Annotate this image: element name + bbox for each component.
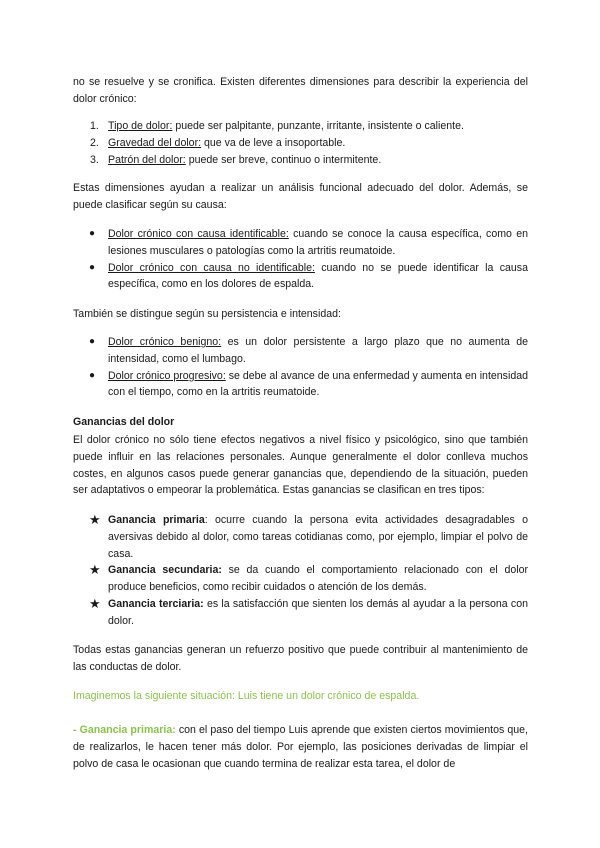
gains-paragraph: El dolor crónico no sólo tiene efectos negativos a nivel físico y psicológico, sino que también puede influir en las relaciones personales. Aunque generalmente el dolor conlleva muchos costes, en algunos casos puede generar ganancias que, dependiendo de la situación, pueden ser adaptativos o empeorar la problemática. Estas ganancias se clasifican en tres tipos: xyxy=(73,434,528,497)
list-term: Gravedad del dolor: xyxy=(108,136,202,149)
list-desc: es la satisfacción que sienten los demás al ayudar a la persona con dolor. xyxy=(108,597,529,627)
example-title: Imaginemos la siguiente situación: Luis tiene un dolor crónico de espalda. xyxy=(73,690,420,702)
causes-list xyxy=(73,226,528,293)
star-icon: ★ xyxy=(89,562,101,578)
list-number: 1. xyxy=(90,120,99,132)
intro-paragraph: no se resuelve y se cronifica. Existen diferentes dimensiones para describir la experiencia del dolor crónico: xyxy=(73,76,528,105)
list-item xyxy=(73,135,528,152)
example-lead: - Ganancia primaria: xyxy=(73,724,176,736)
list-desc: puede ser breve, continuo o intermitente. xyxy=(185,153,382,166)
list-term: Dolor crónico con causa no identificable: xyxy=(108,261,315,274)
list-item xyxy=(73,118,528,135)
reinforcement-paragraph: Todas estas ganancias generan un refuerzo positivo que puede contribuir al mantenimiento de las conductas de dolor. xyxy=(73,644,528,673)
star-icon: ★ xyxy=(89,512,101,527)
example-text: con el paso del tiempo Luis aprende que existen ciertos movimientos que, de realizarlos, le hacen tener más dolor. Por ejemplo, las posiciones derivadas de limpiar el polvo de casa le ocasionan que cuando termina de realizar esta tarea, el dolor de xyxy=(73,724,528,770)
list-term: Dolor crónico progresivo: xyxy=(108,369,226,382)
list-number: 2. xyxy=(90,136,99,149)
list-term: Dolor crónico con causa identificable: xyxy=(108,228,289,240)
list-item xyxy=(73,152,528,169)
list-desc: cuando no se puede identificar la causa específica, como en los dolores de espalda. xyxy=(108,261,528,291)
list-item xyxy=(73,368,528,402)
list-number: 3. xyxy=(90,153,99,166)
example-paragraph xyxy=(73,722,528,772)
list-desc: : ocurre cuando la persona evita actividades desagradables o aversivas debido al dolor, como tareas cotidianas como, por ejemplo, limpiar el polvo de casa. xyxy=(108,514,528,560)
list-item xyxy=(73,334,528,368)
list-item xyxy=(73,562,528,596)
dimensions-list xyxy=(73,118,528,168)
list-term: Ganancia primaria xyxy=(108,514,205,526)
list-item xyxy=(73,226,528,260)
persistence-list xyxy=(73,334,528,401)
cause-paragraph: Estas dimensiones ayudan a realizar un análisis funcional adecuado del dolor. Además, se puede clasificar según su causa: xyxy=(73,182,528,211)
section-heading: Ganancias del dolor xyxy=(73,416,175,428)
bullet-icon: ● xyxy=(89,369,96,381)
list-term: Ganancia terciaria: xyxy=(108,597,204,610)
persistence-paragraph: También se distingue según su persistencia e intensidad: xyxy=(73,308,341,320)
list-desc: se da cuando el comportamiento relacionado con el dolor produce beneficios, como recibir cuidados o atención de los demás. xyxy=(108,564,528,594)
bullet-icon: ● xyxy=(89,336,96,347)
list-desc: es un dolor persistente a largo plazo que no aumenta de intensidad, como el lumbago. xyxy=(108,336,529,365)
bullet-icon: ● xyxy=(89,228,96,239)
list-desc: puede ser palpitante, punzante, irritante, insistente o caliente. xyxy=(172,120,464,132)
list-term: Dolor crónico benigno: xyxy=(108,336,222,348)
list-term: Tipo de dolor: xyxy=(108,120,173,132)
list-item xyxy=(73,512,528,562)
bullet-icon: ● xyxy=(89,261,96,273)
gains-list xyxy=(73,512,528,630)
list-item xyxy=(73,596,528,630)
list-term: Patrón del dolor: xyxy=(108,153,186,166)
list-desc: cuando se conoce la causa específica, como en lesiones musculares o patologías como la artritis reumatoide. xyxy=(108,228,529,257)
star-icon: ★ xyxy=(89,595,101,611)
list-term: Ganancia secundaria: xyxy=(108,564,222,577)
list-desc: que va de leve a insoportable. xyxy=(201,136,346,149)
list-item xyxy=(73,260,528,294)
list-desc: se debe al avance de una enfermedad y aumenta en intensidad con el tiempo, como en la artritis reumatoide. xyxy=(108,369,528,399)
